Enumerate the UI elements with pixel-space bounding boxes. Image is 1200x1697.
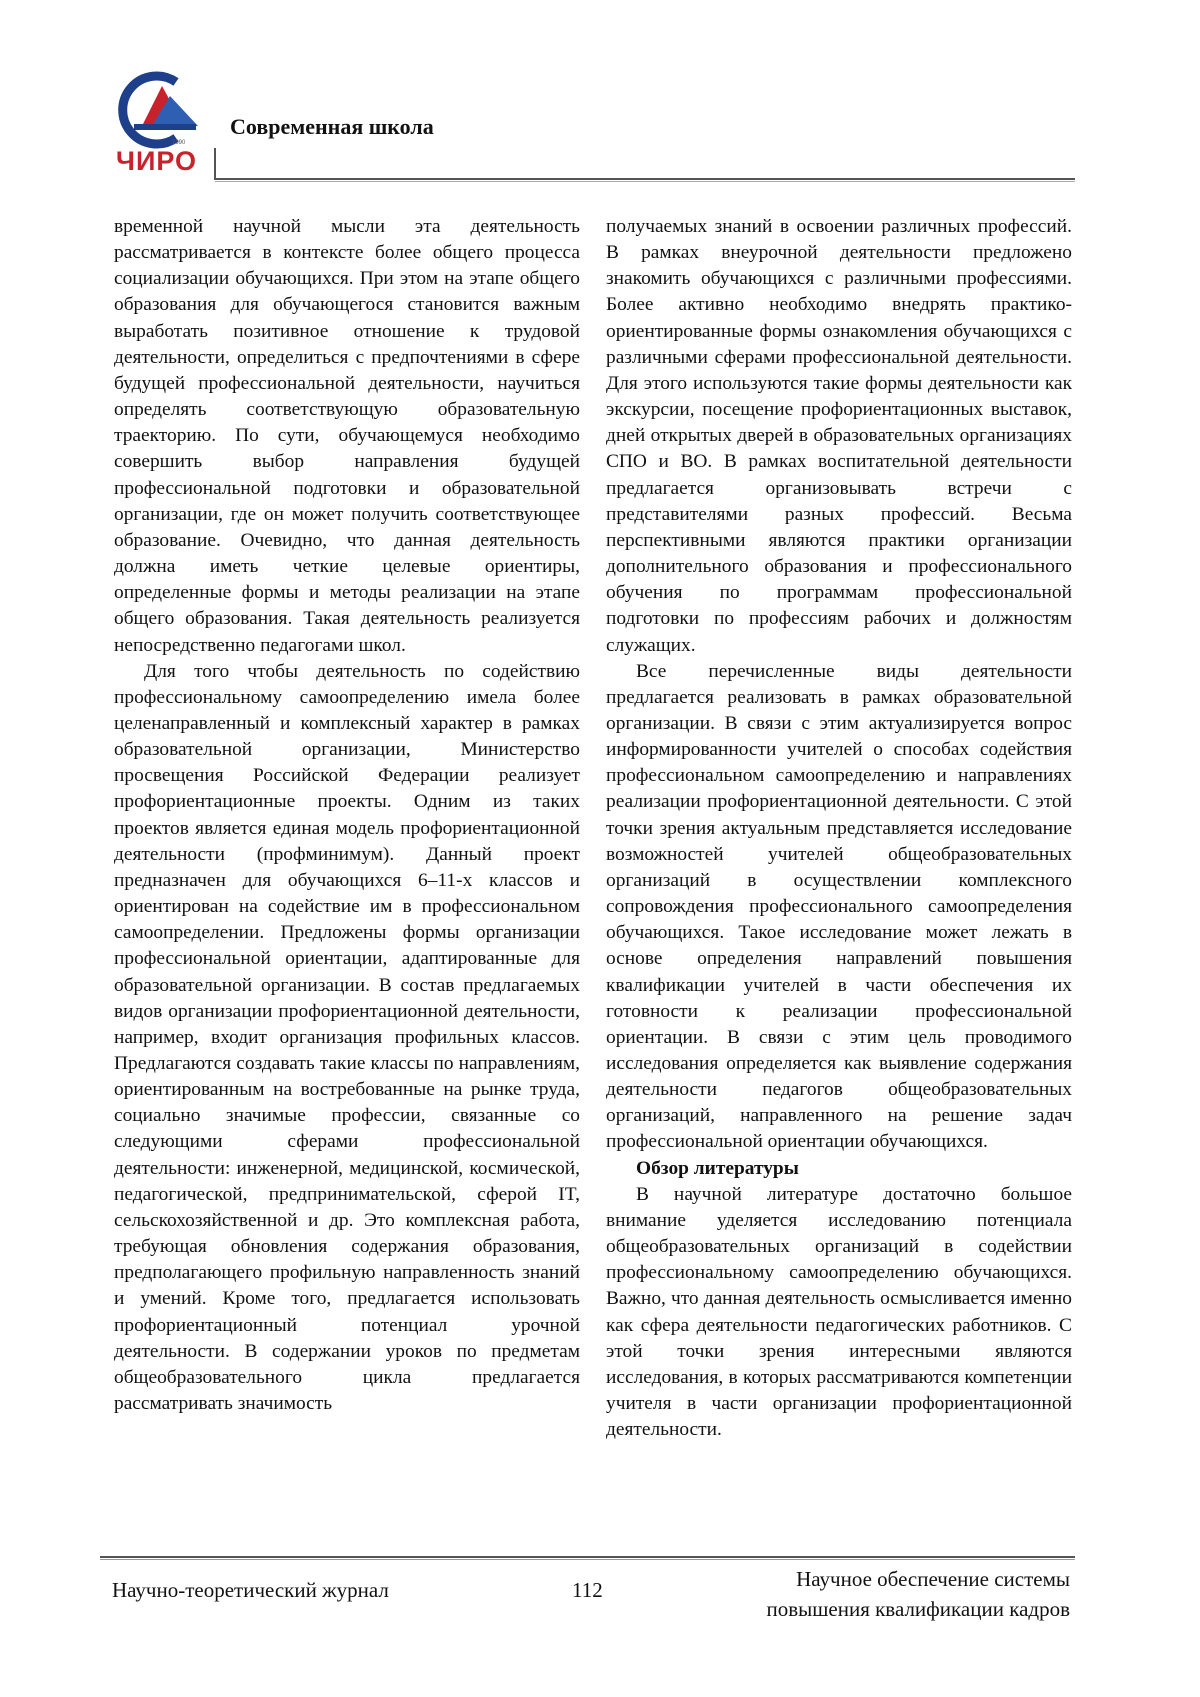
footer-divider: [100, 1556, 1075, 1560]
left-column: [114, 214, 580, 1417]
paragraph: временной научной мысли эта деятельность рассматривается в контексте более общего процесса социализации обучающихся. При этом на этапе общего образования для обучающегося становится важным выработать позитивное отношение к трудовой деятельности, определиться с предпочтениями в сфере будущей профессиональной деятельности, научиться определять соответствующую образовательную траекторию. По сути, обучающемуся необходимо совершить выбор направления будущей профессиональной подготовки и образовательной организации, где он может получить соответствующее образование. Очевидно, что данная деятельность должна иметь четкие целевые ориентиры, определенные формы и методы реализации на этапе общего образования. Такая деятельность реализуется непосредственно педагогами школ.: [114, 216, 580, 656]
footer-issue-title: [766, 1564, 1070, 1624]
paragraph: В научной литературе достаточно большое внимание уделяется исследованию потенциала общеобразовательных организаций в содействии профессиональному самоопределению обучающихся. Важно, что данная деятельность осмысливается именно как сфера деятельности педагогических работников. С этой точки зрения интересными являются исследования, в которых рассматриваются компетенции учителя в части организации профориентационной деятельности.: [606, 1183, 1072, 1441]
journal-title: Современная школа: [230, 114, 434, 139]
chiro-logo-emblem: [114, 68, 206, 152]
header-divider-vertical: [214, 148, 216, 180]
paragraph: Для того чтобы деятельность по содействию профессиональному самоопределению имела более целенаправленный и комплексный характер в рамках образовательной организации, Министерство просвещения Российской Федерации реализует профориентационные проекты. Одним из таких проектов является единая модель профориентационной деятельности (профминимум). Данный проект предназначен для обучающихся 6–11-х классов и ориентирован на содействие им в профессиональном самоопределении. Предложены формы организации профессиональной ориентации, адаптированные для образовательной организации. В состав предлагаемых видов организации профориентационной деятельности, например, входит организация профильных классов. Предлагаются создавать такие классы по направлениям, ориентированным на востребованные на рынке труда, социально значимые профессии, связанные со следующими сферами профессиональной деятельности: инженерной, медицинской, космической, педагогической, предпринимательской, сферой IT, сельскохозяйственной и др. Это комплексная работа, требующая обновления содержания образования, предполагающего профильную направленность знаний и умений. Кроме того, предлагается использовать профориентационный потенциал урочной деятельности. В содержании уроков по предметам общеобразовательного цикла предлагается рассматривать значимость: [114, 660, 580, 1415]
paragraph: получаемых знаний в освоении различных профессий. В рамках внеурочной деятельности предложено знакомить обучающихся с различными профессиями. Более активно необходимо внедрять практико-ориентированные формы ознакомления обучающихся с различными сферами профессиональной деятельности. Для этого используются такие формы деятельности как экскурсии, посещение профориентационных выставок, дней открытых дверей в образовательных организациях СПО и ВО. В рамках воспитательной деятельности предлагается организовывать встречи с представителями разных профессий. Весьма перспективными являются практики организации дополнительного образования и профессионального обучения по программам профессиональной подготовки по профессиям рабочих и должностям служащих.: [606, 216, 1072, 656]
right-column: [606, 214, 1072, 1443]
footer-issue-title-line1: Научное обеспечение системы: [796, 1567, 1070, 1591]
chiro-logo: [114, 68, 206, 176]
logo-text: ЧИРО: [116, 146, 198, 176]
section-heading: Обзор литературы: [636, 1157, 799, 1179]
paragraph: Все перечисленные виды деятельности предлагается реализовать в рамках образовательной организации. В связи с этим актуализируется вопрос информированности учителей о способах содействия профессиональном самоопределению и направлениях реализации профориентационной деятельности. С этой точки зрения актуальным представляется исследование возможностей учителей общеобразовательных организаций в осуществлении комплексного сопровождения профессионального самоопределения обучающихся. Такое исследование может лежать в основе определения направлений повышения квалификации учителей в части обеспечения их готовности к реализации профессиональной ориентации. В связи с этим цель проводимого исследования определяется как выявление содержания деятельности педагогов общеобразовательных организаций, направленного на решение задач профессиональной ориентации обучающихся.: [606, 660, 1072, 1153]
footer-issue-title-line2: повышения квалификации кадров: [766, 1597, 1070, 1621]
logo-since: 1990: [172, 140, 186, 146]
footer-journal-type: Научно-теоретический журнал: [112, 1578, 389, 1602]
header-divider: [215, 178, 1075, 182]
page-number: 112: [572, 1578, 603, 1602]
